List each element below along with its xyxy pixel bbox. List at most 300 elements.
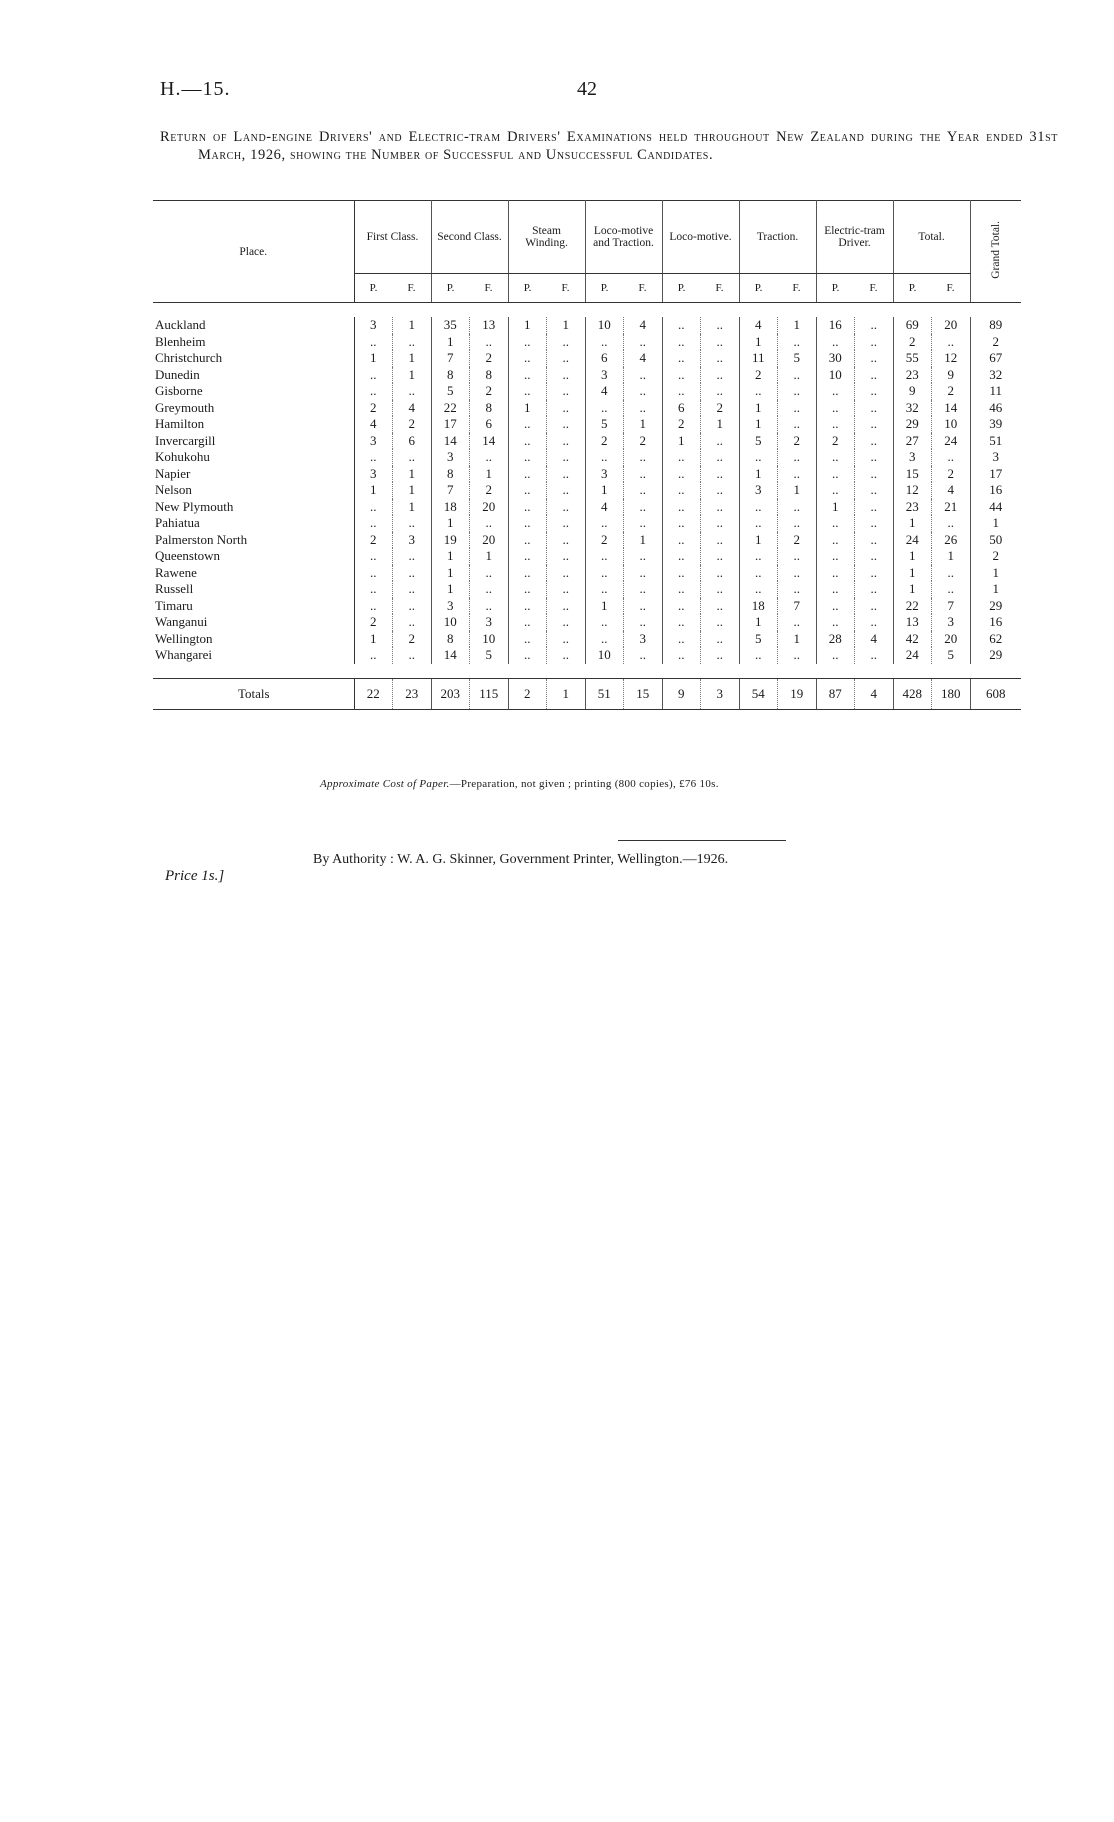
- value-cell: ..: [508, 383, 547, 400]
- value-cell: ..: [354, 334, 393, 351]
- grand-total-column-header: [970, 201, 1021, 303]
- column-group-header: Electric-tram Driver.: [816, 201, 893, 274]
- value-cell: 1: [547, 317, 586, 334]
- value-cell: 115: [470, 678, 509, 709]
- value-cell: 1: [739, 416, 778, 433]
- place-cell: [153, 449, 354, 466]
- value-cell: ..: [470, 565, 509, 582]
- value-cell: ..: [701, 367, 740, 384]
- cost-note: [320, 778, 719, 790]
- value-cell: ..: [932, 565, 971, 582]
- value-cell: 20: [470, 499, 509, 516]
- page-number: 42: [577, 78, 597, 100]
- value-cell: ..: [855, 466, 894, 483]
- value-cell: ..: [701, 581, 740, 598]
- totals-row: [153, 678, 1021, 709]
- value-cell: 15: [893, 466, 932, 483]
- value-cell: ..: [547, 647, 586, 664]
- value-cell: ..: [701, 499, 740, 516]
- value-cell: 180: [932, 678, 971, 709]
- value-cell: 2: [585, 433, 624, 450]
- value-cell: ..: [778, 548, 817, 565]
- value-cell: 4: [393, 400, 432, 417]
- value-cell: 5: [739, 433, 778, 450]
- place-name: Rawene: [155, 564, 197, 580]
- value-cell: 1: [431, 548, 470, 565]
- value-cell: 9: [893, 383, 932, 400]
- value-cell: 8: [470, 367, 509, 384]
- failed-column-header: F.: [932, 274, 971, 303]
- value-cell: ..: [932, 449, 971, 466]
- value-cell: ..: [778, 565, 817, 582]
- value-cell: ..: [855, 334, 894, 351]
- value-cell: 3: [585, 367, 624, 384]
- place-name: Wanganui: [155, 614, 208, 630]
- value-cell: ..: [470, 581, 509, 598]
- value-cell: 3: [354, 433, 393, 450]
- value-cell: ..: [662, 631, 701, 648]
- value-cell: 15: [624, 678, 663, 709]
- value-cell: ..: [662, 598, 701, 615]
- value-cell: ..: [508, 499, 547, 516]
- place-cell: [153, 499, 354, 516]
- value-cell: 1: [547, 678, 586, 709]
- value-cell: 3: [932, 614, 971, 631]
- table-row: [153, 400, 1021, 417]
- value-cell: ..: [739, 548, 778, 565]
- value-cell: 51: [585, 678, 624, 709]
- value-cell: ..: [662, 334, 701, 351]
- value-cell: ..: [624, 598, 663, 615]
- value-cell: 5: [739, 631, 778, 648]
- table-body: [153, 303, 1021, 710]
- value-cell: 11: [970, 383, 1021, 400]
- column-group-header: Loco-motive.: [662, 201, 739, 274]
- value-cell: 7: [932, 598, 971, 615]
- value-cell: ..: [816, 532, 855, 549]
- value-cell: ..: [508, 548, 547, 565]
- value-cell: ..: [547, 598, 586, 615]
- value-cell: 9: [662, 678, 701, 709]
- value-cell: ..: [393, 548, 432, 565]
- value-cell: ..: [585, 581, 624, 598]
- value-cell: ..: [701, 532, 740, 549]
- value-cell: ..: [624, 383, 663, 400]
- place-column-header: Place.: [153, 201, 354, 303]
- value-cell: 5: [431, 383, 470, 400]
- value-cell: ..: [624, 614, 663, 631]
- value-cell: 2: [393, 416, 432, 433]
- value-cell: 5: [470, 647, 509, 664]
- passed-column-header: P.: [739, 274, 778, 303]
- value-cell: 2: [932, 466, 971, 483]
- value-cell: 2: [778, 433, 817, 450]
- value-cell: 2: [393, 631, 432, 648]
- place-name: Christchurch: [155, 350, 223, 366]
- value-cell: ..: [624, 334, 663, 351]
- value-cell: ..: [393, 598, 432, 615]
- value-cell: ..: [701, 449, 740, 466]
- value-cell: ..: [547, 499, 586, 516]
- value-cell: 4: [932, 482, 971, 499]
- value-cell: 17: [431, 416, 470, 433]
- value-cell: 20: [932, 631, 971, 648]
- place-name: Napier: [155, 465, 191, 481]
- value-cell: 30: [816, 350, 855, 367]
- value-cell: ..: [393, 515, 432, 532]
- value-cell: 67: [970, 350, 1021, 367]
- value-cell: 1: [739, 466, 778, 483]
- value-cell: ..: [778, 416, 817, 433]
- grand-total-header-label: Grand Total.: [989, 221, 1002, 279]
- place-cell: [153, 416, 354, 433]
- value-cell: ..: [855, 515, 894, 532]
- passed-column-header: P.: [662, 274, 701, 303]
- value-cell: 1: [508, 317, 547, 334]
- value-cell: ..: [855, 383, 894, 400]
- place-name: Dunedin: [155, 366, 200, 382]
- failed-column-header: F.: [393, 274, 432, 303]
- value-cell: 1: [431, 565, 470, 582]
- value-cell: 19: [431, 532, 470, 549]
- failed-column-header: F.: [470, 274, 509, 303]
- value-cell: ..: [508, 614, 547, 631]
- value-cell: 1: [739, 614, 778, 631]
- value-cell: 4: [585, 383, 624, 400]
- value-cell: ..: [662, 548, 701, 565]
- value-cell: 2: [816, 433, 855, 450]
- value-cell: 44: [970, 499, 1021, 516]
- totals-label-text: Totals: [237, 685, 270, 701]
- value-cell: 11: [739, 350, 778, 367]
- value-cell: ..: [662, 647, 701, 664]
- value-cell: 16: [970, 614, 1021, 631]
- place-cell: [153, 334, 354, 351]
- value-cell: 23: [893, 367, 932, 384]
- value-cell: ..: [739, 565, 778, 582]
- value-cell: ..: [470, 515, 509, 532]
- value-cell: 2: [585, 532, 624, 549]
- value-cell: ..: [816, 565, 855, 582]
- value-cell: ..: [739, 581, 778, 598]
- value-cell: ..: [470, 449, 509, 466]
- value-cell: 50: [970, 532, 1021, 549]
- value-cell: 42: [893, 631, 932, 648]
- value-cell: 69: [893, 317, 932, 334]
- value-cell: ..: [855, 482, 894, 499]
- value-cell: ..: [662, 499, 701, 516]
- value-cell: 89: [970, 317, 1021, 334]
- cost-label: Approximate Cost of Paper.: [320, 778, 450, 790]
- value-cell: ..: [585, 400, 624, 417]
- divider-rule: [618, 840, 786, 841]
- value-cell: ..: [855, 548, 894, 565]
- table-row: [153, 499, 1021, 516]
- value-cell: ..: [662, 383, 701, 400]
- failed-column-header: F.: [701, 274, 740, 303]
- place-cell: [153, 400, 354, 417]
- value-cell: ..: [547, 581, 586, 598]
- value-cell: ..: [624, 548, 663, 565]
- place-name: Nelson: [155, 482, 192, 498]
- column-group-header: Traction.: [739, 201, 816, 274]
- value-cell: 26: [932, 532, 971, 549]
- value-cell: ..: [508, 647, 547, 664]
- value-cell: 3: [970, 449, 1021, 466]
- column-group-header: Second Class.: [431, 201, 508, 274]
- value-cell: 2: [932, 383, 971, 400]
- value-cell: ..: [508, 532, 547, 549]
- failed-column-header: F.: [778, 274, 817, 303]
- value-cell: ..: [855, 499, 894, 516]
- value-cell: ..: [662, 515, 701, 532]
- value-cell: ..: [393, 565, 432, 582]
- place-cell: [153, 598, 354, 615]
- value-cell: ..: [778, 449, 817, 466]
- value-cell: 21: [932, 499, 971, 516]
- value-cell: ..: [739, 515, 778, 532]
- value-cell: ..: [855, 350, 894, 367]
- value-cell: ..: [778, 334, 817, 351]
- value-cell: 54: [739, 678, 778, 709]
- value-cell: 14: [431, 433, 470, 450]
- value-cell: ..: [547, 367, 586, 384]
- value-cell: ..: [701, 548, 740, 565]
- value-cell: 14: [470, 433, 509, 450]
- column-group-header: First Class.: [354, 201, 431, 274]
- value-cell: 3: [585, 466, 624, 483]
- value-cell: ..: [354, 647, 393, 664]
- value-cell: ..: [585, 449, 624, 466]
- value-cell: ..: [816, 647, 855, 664]
- value-cell: 1: [431, 515, 470, 532]
- place-cell: [153, 383, 354, 400]
- value-cell: 1: [393, 499, 432, 516]
- value-cell: ..: [701, 631, 740, 648]
- value-cell: 14: [932, 400, 971, 417]
- value-cell: ..: [393, 614, 432, 631]
- value-cell: ..: [816, 482, 855, 499]
- place-name: Auckland: [155, 317, 206, 333]
- table-row: [153, 482, 1021, 499]
- place-name: Wellington: [155, 630, 213, 646]
- value-cell: 8: [431, 367, 470, 384]
- value-cell: ..: [662, 581, 701, 598]
- value-cell: ..: [508, 367, 547, 384]
- table-row: [153, 548, 1021, 565]
- value-cell: 19: [778, 678, 817, 709]
- value-cell: 5: [778, 350, 817, 367]
- place-cell: [153, 482, 354, 499]
- failed-column-header: F.: [547, 274, 586, 303]
- value-cell: 2: [354, 532, 393, 549]
- value-cell: ..: [778, 581, 817, 598]
- value-cell: ..: [508, 466, 547, 483]
- place-cell: [153, 350, 354, 367]
- value-cell: 1: [893, 565, 932, 582]
- failed-column-header: F.: [855, 274, 894, 303]
- value-cell: 2: [739, 367, 778, 384]
- value-cell: ..: [855, 647, 894, 664]
- value-cell: ..: [508, 433, 547, 450]
- place-cell: [153, 317, 354, 334]
- value-cell: 4: [855, 631, 894, 648]
- value-cell: 39: [970, 416, 1021, 433]
- value-cell: 10: [585, 647, 624, 664]
- value-cell: 13: [893, 614, 932, 631]
- column-group-header: Total.: [893, 201, 970, 274]
- value-cell: 1: [701, 416, 740, 433]
- table-row: [153, 565, 1021, 582]
- passed-column-header: P.: [431, 274, 470, 303]
- value-cell: 46: [970, 400, 1021, 417]
- passed-column-header: P.: [354, 274, 393, 303]
- value-cell: 1: [393, 367, 432, 384]
- value-cell: 6: [393, 433, 432, 450]
- value-cell: 428: [893, 678, 932, 709]
- value-cell: ..: [393, 647, 432, 664]
- printer-authority: By Authority : W. A. G. Skinner, Government Printer, Wellington.—1926.: [313, 852, 729, 867]
- value-cell: ..: [585, 334, 624, 351]
- passed-column-header: P.: [585, 274, 624, 303]
- value-cell: ..: [855, 367, 894, 384]
- value-cell: 1: [354, 350, 393, 367]
- value-cell: ..: [701, 565, 740, 582]
- value-cell: 32: [893, 400, 932, 417]
- value-cell: 1: [970, 515, 1021, 532]
- value-cell: 1: [393, 317, 432, 334]
- value-cell: ..: [662, 350, 701, 367]
- value-cell: 1: [893, 515, 932, 532]
- value-cell: ..: [508, 482, 547, 499]
- value-cell: ..: [816, 598, 855, 615]
- value-cell: 62: [970, 631, 1021, 648]
- value-cell: ..: [470, 334, 509, 351]
- value-cell: 16: [816, 317, 855, 334]
- place-cell: [153, 433, 354, 450]
- value-cell: 29: [970, 647, 1021, 664]
- value-cell: 2: [778, 532, 817, 549]
- value-cell: 2: [354, 400, 393, 417]
- cost-text: —Preparation, not given ; printing (800 copies), £76 10s.: [449, 778, 719, 790]
- value-cell: 1: [624, 416, 663, 433]
- place-name: Palmerston North: [155, 531, 248, 547]
- table-row: [153, 581, 1021, 598]
- place-cell: [153, 548, 354, 565]
- value-cell: 4: [855, 678, 894, 709]
- value-cell: 32: [970, 367, 1021, 384]
- value-cell: 1: [354, 482, 393, 499]
- value-cell: 1: [393, 466, 432, 483]
- value-cell: ..: [855, 416, 894, 433]
- value-cell: ..: [739, 647, 778, 664]
- value-cell: ..: [585, 548, 624, 565]
- value-cell: 24: [893, 647, 932, 664]
- table-row: [153, 433, 1021, 450]
- value-cell: 20: [470, 532, 509, 549]
- value-cell: 1: [470, 466, 509, 483]
- table-row: [153, 532, 1021, 549]
- value-cell: ..: [855, 449, 894, 466]
- value-cell: 24: [932, 433, 971, 450]
- value-cell: ..: [662, 449, 701, 466]
- place-cell: [153, 581, 354, 598]
- value-cell: 203: [431, 678, 470, 709]
- place-cell: [153, 466, 354, 483]
- table-row: [153, 614, 1021, 631]
- value-cell: ..: [778, 400, 817, 417]
- examination-table-container: [153, 200, 1021, 710]
- value-cell: ..: [624, 581, 663, 598]
- value-cell: ..: [932, 334, 971, 351]
- value-cell: 27: [893, 433, 932, 450]
- value-cell: 13: [470, 317, 509, 334]
- value-cell: 3: [624, 631, 663, 648]
- value-cell: 608: [970, 678, 1021, 709]
- value-cell: ..: [701, 350, 740, 367]
- value-cell: ..: [393, 383, 432, 400]
- value-cell: 2: [508, 678, 547, 709]
- value-cell: ..: [547, 515, 586, 532]
- value-cell: ..: [547, 548, 586, 565]
- place-cell: [153, 532, 354, 549]
- value-cell: ..: [932, 581, 971, 598]
- value-cell: 29: [970, 598, 1021, 615]
- table-row: [153, 317, 1021, 334]
- value-cell: ..: [855, 400, 894, 417]
- value-cell: 10: [585, 317, 624, 334]
- value-cell: 10: [816, 367, 855, 384]
- value-cell: ..: [547, 614, 586, 631]
- value-cell: 22: [893, 598, 932, 615]
- value-cell: ..: [855, 581, 894, 598]
- value-cell: ..: [508, 598, 547, 615]
- table-row: [153, 350, 1021, 367]
- value-cell: 1: [739, 334, 778, 351]
- value-cell: ..: [855, 614, 894, 631]
- value-cell: ..: [855, 317, 894, 334]
- value-cell: 1: [893, 581, 932, 598]
- value-cell: ..: [778, 466, 817, 483]
- value-cell: ..: [354, 367, 393, 384]
- value-cell: 1: [585, 482, 624, 499]
- value-cell: 10: [431, 614, 470, 631]
- table-row: [153, 631, 1021, 648]
- value-cell: 2: [470, 350, 509, 367]
- value-cell: 35: [431, 317, 470, 334]
- value-cell: ..: [701, 317, 740, 334]
- place-cell: [153, 631, 354, 648]
- table-row: [153, 383, 1021, 400]
- value-cell: 12: [893, 482, 932, 499]
- value-cell: ..: [354, 548, 393, 565]
- value-cell: ..: [508, 631, 547, 648]
- value-cell: 8: [431, 466, 470, 483]
- value-cell: 1: [354, 631, 393, 648]
- value-cell: 24: [893, 532, 932, 549]
- value-cell: ..: [662, 317, 701, 334]
- value-cell: ..: [624, 499, 663, 516]
- value-cell: 2: [470, 383, 509, 400]
- value-cell: 6: [470, 416, 509, 433]
- value-cell: 1: [778, 631, 817, 648]
- value-cell: ..: [354, 598, 393, 615]
- value-cell: 87: [816, 678, 855, 709]
- value-cell: 4: [624, 317, 663, 334]
- value-cell: ..: [662, 367, 701, 384]
- value-cell: ..: [508, 350, 547, 367]
- value-cell: 51: [970, 433, 1021, 450]
